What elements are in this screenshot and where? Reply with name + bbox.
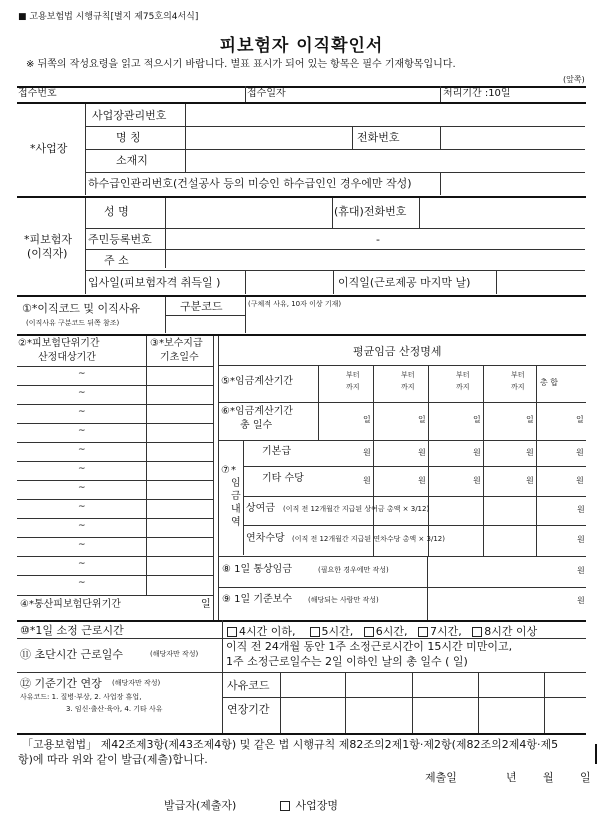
rule bbox=[17, 334, 586, 336]
instruction-text: ※ 뒤쪽의 작성요령을 읽고 적으시기 바랍니다. 별표 표시가 되어 있는 항목은 필수 기재항목입니다. bbox=[26, 59, 456, 70]
day-unit: 일 bbox=[363, 415, 371, 424]
checkbox-icon bbox=[280, 801, 290, 811]
wage-days-field[interactable] bbox=[429, 403, 482, 439]
period-tilde: ~ bbox=[78, 388, 86, 398]
short-work-note: (해당자만 작성) bbox=[150, 650, 199, 658]
from-label: 부터 bbox=[401, 371, 415, 379]
workplace-section-label: *사업장 bbox=[30, 142, 68, 155]
wage-days-label: ⑥*임금계산기간 bbox=[221, 406, 293, 417]
won-unit: 원 bbox=[363, 476, 371, 485]
pay-days-field[interactable] bbox=[147, 519, 212, 536]
period-tilde: ~ bbox=[78, 502, 86, 512]
submit-day: 일 bbox=[580, 771, 591, 784]
daily-base-won: 원 bbox=[577, 596, 585, 605]
option-5h[interactable]: 5시간, bbox=[310, 625, 354, 638]
submit-date-label: 제출일 bbox=[425, 771, 457, 784]
wage-days-field[interactable] bbox=[374, 403, 427, 439]
class-code-field[interactable] bbox=[166, 316, 244, 332]
from-label: 부터 bbox=[456, 371, 470, 379]
to-label: 까지 bbox=[456, 383, 470, 391]
wage-period-label: ⑤*임금계산기간 bbox=[221, 376, 293, 387]
leave-reason-field[interactable] bbox=[246, 310, 584, 332]
pay-days-field[interactable] bbox=[147, 462, 212, 479]
checkbox-icon bbox=[310, 627, 320, 637]
pay-days-field[interactable] bbox=[147, 576, 212, 593]
processing-period-label: 처리기간 :10일 bbox=[443, 88, 511, 99]
wage-days-field[interactable] bbox=[537, 403, 585, 439]
wage-title: 평균임금 산정명세 bbox=[353, 345, 442, 358]
insured-section-sublabel: (이직자) bbox=[27, 247, 68, 260]
leave-date-label: 이직일(근로제공 마지막 날) bbox=[338, 276, 471, 289]
insured-mobile-label: (휴대)전화번호 bbox=[334, 205, 407, 218]
won-unit: 원 bbox=[473, 448, 481, 457]
extension-period-field[interactable] bbox=[281, 698, 584, 732]
period-tilde: ~ bbox=[78, 540, 86, 550]
border-mark bbox=[595, 744, 597, 764]
won-unit: 원 bbox=[473, 476, 481, 485]
insured-regno-label: 주민등록번호 bbox=[88, 233, 152, 246]
day-unit: 일 bbox=[473, 415, 481, 424]
mgmt-no-label: 사업장관리번호 bbox=[92, 109, 167, 122]
reason-code-label: 사유코드 bbox=[227, 679, 270, 692]
insured-name-label: 성 명 bbox=[104, 205, 129, 218]
to-label: 까지 bbox=[511, 383, 525, 391]
won-unit: 원 bbox=[363, 448, 371, 457]
leave-code-sublabel: (이직사유 구분코드 뒤쪽 참조) bbox=[26, 319, 120, 327]
work-hours-options bbox=[227, 623, 537, 639]
pay-days-subheader: 기초일수 bbox=[160, 352, 199, 363]
wage-detail-label: *임금내역 bbox=[231, 465, 241, 528]
daily-wage-won: 원 bbox=[577, 566, 585, 575]
class-code-label: 구분코드 bbox=[180, 300, 223, 313]
rule bbox=[17, 620, 586, 622]
extension-label: ⑫ 기준기간 연장 bbox=[20, 677, 102, 690]
checkbox-icon bbox=[364, 627, 374, 637]
workplace-phone-field[interactable] bbox=[441, 127, 584, 147]
pay-days-field[interactable] bbox=[147, 405, 212, 422]
workplace-address-label: 소재지 bbox=[116, 154, 148, 167]
reason-code-field[interactable] bbox=[281, 673, 584, 696]
base-pay-label: 기본급 bbox=[262, 446, 291, 457]
period-tilde: ~ bbox=[78, 369, 86, 379]
join-date-label: 입사일(피보험자격 취득일 ) bbox=[88, 276, 221, 289]
insured-mobile-field[interactable] bbox=[420, 199, 584, 227]
daily-wage-field[interactable] bbox=[428, 557, 584, 585]
pay-days-field[interactable] bbox=[147, 557, 212, 574]
pay-days-field[interactable] bbox=[147, 367, 212, 384]
won-unit: 원 bbox=[576, 448, 584, 457]
period-tilde: ~ bbox=[78, 483, 86, 493]
extension-note: (해당자만 작성) bbox=[112, 679, 161, 687]
rule bbox=[17, 102, 586, 104]
checkbox-icon bbox=[418, 627, 428, 637]
checkbox-icon bbox=[227, 627, 237, 637]
day-unit: 일 bbox=[418, 415, 426, 424]
to-label: 까지 bbox=[401, 383, 415, 391]
period-tilde: ~ bbox=[78, 559, 86, 569]
daily-base-note: (해당되는 사람만 작성) bbox=[308, 596, 379, 604]
period-tilde: ~ bbox=[78, 464, 86, 474]
annual-leave-won: 원 bbox=[577, 535, 585, 544]
insured-period-header: ②*피보험단위기간 bbox=[18, 338, 100, 349]
short-work-text-2: 1주 소정근로일수는 2일 이하인 날의 총 일수 ( 일) bbox=[226, 655, 468, 668]
option-6h[interactable]: 6시간, bbox=[364, 625, 408, 638]
pay-days-field[interactable] bbox=[147, 424, 212, 441]
insured-section-label: *피보험자 bbox=[24, 233, 73, 246]
employer-name-option[interactable]: 사업장명 bbox=[280, 800, 338, 811]
workplace-address-field[interactable] bbox=[186, 150, 584, 170]
period-tilde: ~ bbox=[78, 407, 86, 417]
page-side: (앞쪽) bbox=[563, 75, 585, 84]
mgmt-no-field[interactable] bbox=[186, 105, 584, 125]
option-7h[interactable]: 7시간, bbox=[418, 625, 462, 638]
rule bbox=[17, 295, 586, 297]
pay-days-field[interactable] bbox=[147, 481, 212, 498]
insured-address-label: 주 소 bbox=[104, 254, 129, 267]
wage-days-sublabel: 총 일수 bbox=[240, 420, 273, 431]
extension-period-label: 연장기간 bbox=[227, 703, 270, 716]
issuer-label: 발급자(제출자) bbox=[164, 799, 237, 812]
submit-year: 년 bbox=[506, 771, 517, 784]
pay-days-field[interactable] bbox=[147, 538, 212, 555]
wage-total-label: 총 합 bbox=[540, 378, 558, 387]
receipt-date-label: 접수일자 bbox=[247, 88, 286, 99]
subcontractor-label: 하수급인관리번호(건설공사 등의 미승인 하수급인인 경우에만 작성) bbox=[88, 177, 412, 190]
bonus-won: 원 bbox=[577, 505, 585, 514]
bonus-label: 상여금 bbox=[246, 503, 275, 514]
insured-name-field[interactable] bbox=[166, 199, 331, 227]
short-work-text-1: 이직 전 24개월 동안 1주 소정근로시간이 15시간 미만이고, bbox=[226, 640, 513, 653]
pay-days-field[interactable] bbox=[147, 500, 212, 517]
law-reference: ■ 고용보험법 시행규칙[별지 제75호의4서식] bbox=[18, 12, 199, 22]
wage-days-field[interactable] bbox=[484, 403, 535, 439]
workplace-name-label: 명 칭 bbox=[116, 131, 141, 144]
short-work-label: ⑪ 초단시간 근로일수 bbox=[20, 648, 124, 661]
total-period-unit: 일 bbox=[201, 599, 211, 610]
wage-days-field[interactable] bbox=[319, 403, 372, 439]
receipt-number-label: 접수번호 bbox=[18, 88, 57, 99]
annual-leave-label: 연차수당 bbox=[246, 533, 285, 544]
other-allowance-label: 기타 수당 bbox=[262, 473, 304, 484]
won-unit: 원 bbox=[418, 476, 426, 485]
pay-days-field[interactable] bbox=[147, 386, 212, 403]
workplace-name-field[interactable] bbox=[186, 127, 351, 147]
legal-basis-line-1: 「고용보험법」 제42조제3항(제43조제4항) 및 같은 법 시행규칙 제82조의2제1항·제2항(제82조의2제4항·제5 bbox=[22, 738, 559, 751]
pay-days-field[interactable] bbox=[147, 443, 212, 460]
period-tilde: ~ bbox=[78, 521, 86, 531]
to-label: 까지 bbox=[346, 383, 360, 391]
from-label: 부터 bbox=[511, 371, 525, 379]
leave-date-field[interactable] bbox=[497, 271, 584, 293]
option-4h[interactable]: 4시간 이하, bbox=[227, 625, 296, 638]
bonus-note: (이직 전 12개월간 지급된 상여금 총액 × 3/12) bbox=[283, 505, 430, 513]
join-date-field[interactable] bbox=[246, 271, 332, 293]
subcontractor-field[interactable] bbox=[441, 173, 584, 193]
checkbox-icon bbox=[472, 627, 482, 637]
won-unit: 원 bbox=[418, 448, 426, 457]
submit-month: 월 bbox=[543, 771, 554, 784]
pay-days-header: ③*보수지급 bbox=[150, 338, 203, 349]
daily-base-field[interactable] bbox=[428, 588, 584, 618]
extension-codes-1: 사유코드: 1. 질병·부상, 2. 사업장 휴업, bbox=[20, 693, 142, 701]
wage-detail-number: ⑦ bbox=[221, 465, 230, 476]
day-unit: 일 bbox=[526, 415, 534, 424]
daily-base-label: ⑨ 1일 기준보수 bbox=[222, 594, 292, 605]
insured-regno-field[interactable] bbox=[166, 229, 584, 247]
leave-code-label: ①*이직코드 및 이직사유 bbox=[22, 302, 140, 315]
page-title: 피보험자 이직확인서 bbox=[219, 36, 384, 56]
from-label: 부터 bbox=[346, 371, 360, 379]
day-unit: 일 bbox=[576, 415, 584, 424]
won-unit: 원 bbox=[526, 448, 534, 457]
legal-basis-line-2: 항)에 따라 위와 같이 발급(제출)합니다. bbox=[18, 753, 208, 766]
total-period-label: ④*통산피보험단위기간 bbox=[20, 599, 121, 610]
insured-address-field[interactable] bbox=[166, 250, 584, 268]
daily-wage-label: ⑧ 1일 통상임금 bbox=[222, 564, 292, 575]
period-tilde: ~ bbox=[78, 578, 86, 588]
work-hours-label: ⑩*1일 소정 근로시간 bbox=[20, 624, 124, 637]
won-unit: 원 bbox=[576, 476, 584, 485]
regno-dash: - bbox=[376, 233, 380, 246]
won-unit: 원 bbox=[526, 476, 534, 485]
insured-period-subheader: 산정대상기간 bbox=[38, 352, 96, 363]
extension-codes-2: 3. 임신·출산·육아, 4. 기타 사유 bbox=[66, 705, 163, 713]
option-8h[interactable]: 8시간 이상 bbox=[472, 625, 537, 638]
workplace-phone-label: 전화번호 bbox=[357, 131, 400, 144]
period-tilde: ~ bbox=[78, 445, 86, 455]
daily-wage-note: (필요한 경우에만 작성) bbox=[318, 566, 389, 574]
period-tilde: ~ bbox=[78, 426, 86, 436]
rule bbox=[17, 733, 586, 735]
leave-reason-hint: (구체적 사유, 10자 이상 기재) bbox=[248, 300, 342, 308]
annual-leave-note: (이직 전 12개월간 지급된 연차수당 총액 × 3/12) bbox=[292, 535, 445, 543]
rule bbox=[17, 196, 586, 198]
